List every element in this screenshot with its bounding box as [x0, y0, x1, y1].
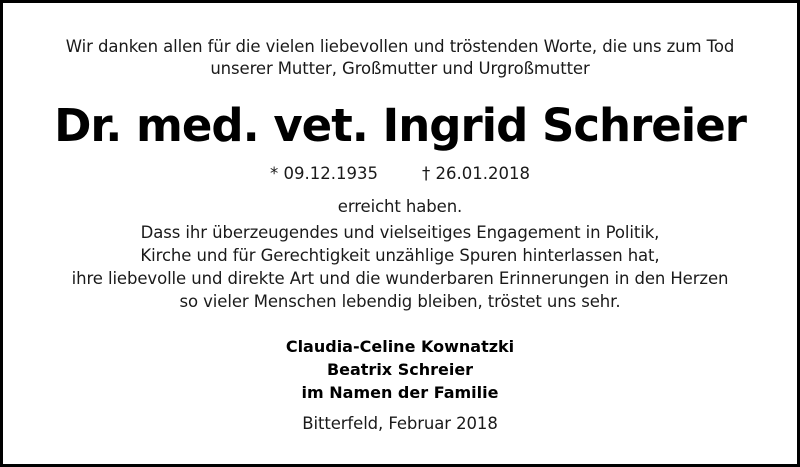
place-date: Bitterfeld, Februar 2018: [302, 414, 498, 433]
body-line-2: Kirche und für Gerechtigkeit unzählige Spuren hinterlassen hat,: [140, 246, 660, 265]
signature-2: Beatrix Schreier: [326, 360, 474, 379]
deceased-name: Dr. med. vet. Ingrid Schreier: [54, 99, 746, 152]
signature-1: Claudia-Celine Kownatzki: [285, 337, 515, 356]
intro-line-2: unserer Mutter, Großmutter und Urgroßmutter: [210, 59, 590, 78]
reached-text: erreicht haben.: [337, 197, 463, 216]
body-line-1: Dass ihr überzeugendes und vielseitiges Engagement in Politik,: [140, 223, 660, 242]
intro-line-1: Wir danken allen für die vielen liebevollen und tröstenden Worte, die uns zum Tod: [65, 37, 735, 56]
life-dates: [3, 163, 797, 185]
body-line-3: ihre liebevolle und direkte Art und die wunderbaren Erinnerungen in den Herzen: [71, 269, 729, 288]
signature-3: im Namen der Familie: [301, 383, 499, 402]
death-date: † 26.01.2018: [422, 164, 530, 183]
birth-date: * 09.12.1935: [270, 164, 378, 183]
body-line-4: so vieler Menschen lebendig bleiben, tröstet uns sehr.: [179, 292, 621, 311]
